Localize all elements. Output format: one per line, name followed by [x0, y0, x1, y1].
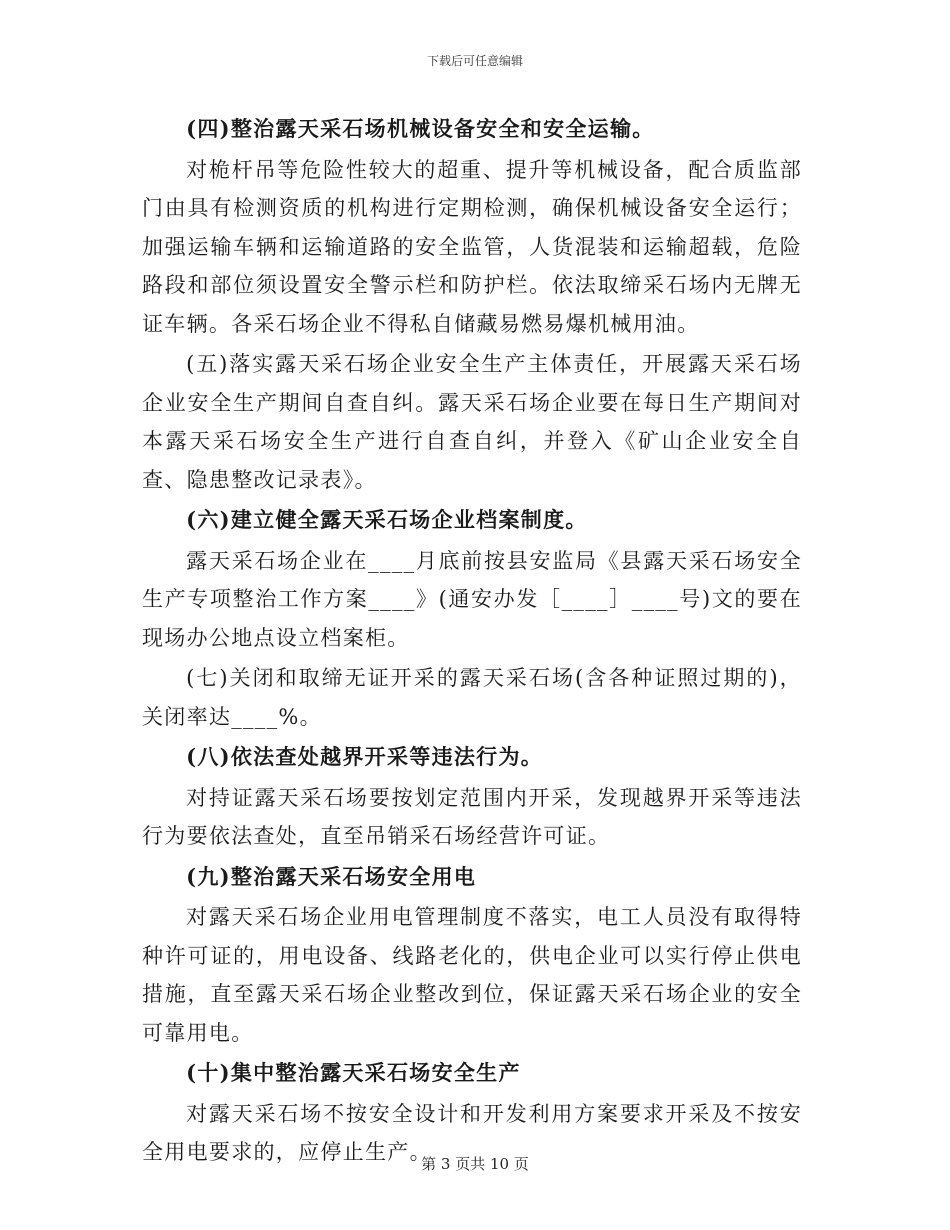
section-heading-8: (八)依法查处越界开采等违法行为。 [186, 744, 544, 769]
body-paragraph: (七)关闭和取缔无证开采的露天采石场(含各种证照过期的)，关闭率达____%。 [142, 666, 802, 729]
body-paragraph: 对持证露天采石场要按划定范围内开采，发现越界开采等违法行为要依法查处，直至吊销采石场经营许可证。 [142, 785, 802, 848]
body-paragraph: 对露天采石场不按安全设计和开发利用方案要求开采及不按安全用电要求的，应停止生产。 [142, 1101, 802, 1164]
document-body [142, 110, 802, 1172]
body-paragraph: (五)落实露天采石场企业安全生产主体责任，开展露天采石场企业安全生产期间自查自纠。露天采石场企业要在每日生产期间对本露天采石场安全生产进行自查自纠，并登入《矿山企业安全自查、隐患整改记录表》。 [142, 352, 802, 492]
body-paragraph: 对桅杆吊等危险性较大的超重、提升等机械设备，配合质监部门由具有检测资质的机构进行定期检测，确保机械设备安全运行；加强运输车辆和运输道路的安全监管，人货混装和运输超载，危险路段和部位须设置安全警示栏和防护栏。依法取缔采石场内无牌无证车辆。各采石场企业不得私自储藏易燃易爆机械用油。 [142, 157, 802, 336]
section-heading-6: (六)建立健全露天采石场企业档案制度。 [186, 507, 588, 532]
section-heading-4: (四)整治露天采石场机械设备安全和安全运输。 [186, 116, 655, 141]
section-heading-9: (九)整治露天采石场安全用电 [186, 863, 477, 889]
body-paragraph: 露天采石场企业在____月底前按县安监局《县露天采石场安全生产专项整治工作方案____》(通安办发［____］____号)文的要在现场办公地点设立档案柜。 [142, 548, 802, 650]
page-header: 下载后可任意编辑 [426, 54, 523, 68]
body-paragraph: 对露天采石场企业用电管理制度不落实，电工人员没有取得特种许可证的，用电设备、线路老化的，供电企业可以实行停止供电措施，直至露天采石场企业整改到位，保证露天采石场企业的安全可靠用电。 [142, 905, 802, 1045]
page-footer: 第 3 页共 10 页 [421, 1155, 529, 1173]
section-heading-10: (十)集中整治露天采石场安全生产 [186, 1060, 521, 1085]
